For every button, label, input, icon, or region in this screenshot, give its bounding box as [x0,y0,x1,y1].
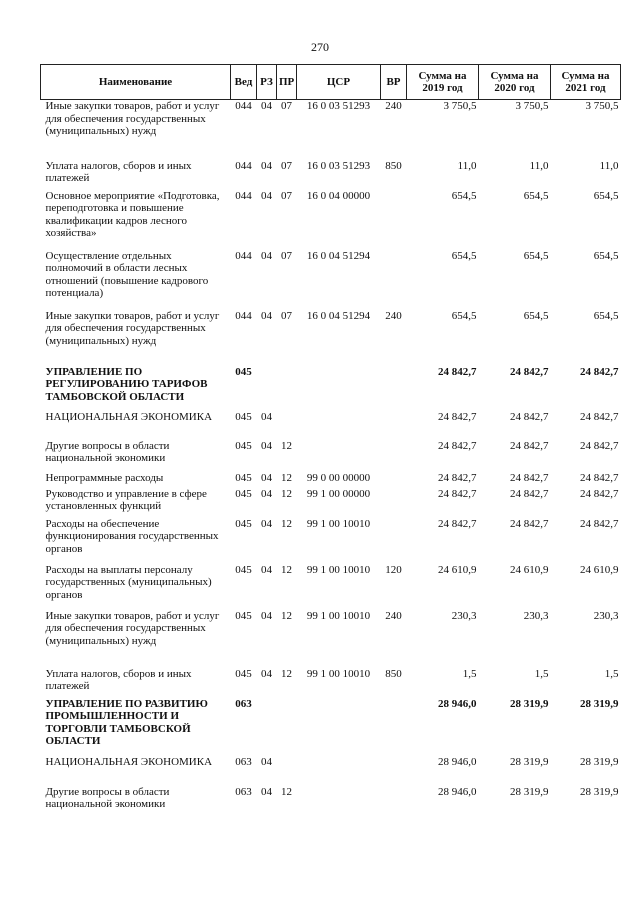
row-sum-2021: 1,5 [604,667,619,680]
row-sum-2020: 654,5 [523,189,549,202]
row-csr: 16 0 03 51293 [306,159,371,172]
row-rz: 04 [261,755,272,768]
table-row [41,100,621,160]
row-rz: 04 [261,249,272,262]
row-sum-2021: 654,5 [593,309,619,322]
row-rz: 04 [261,309,272,322]
row-ved: 045 [235,365,252,378]
row-sum-2019: 24 842,7 [438,365,477,378]
row-vr [381,472,407,488]
row-pr: 12 [281,439,292,452]
row-pr: 12 [281,471,292,484]
row-sum-2020: 24 842,7 [510,487,549,500]
row-csr: 99 1 00 10010 [306,609,371,622]
row-vr: 850 [385,159,402,172]
row-vr [381,488,407,518]
row-sum-2020: 28 319,9 [510,755,549,768]
row-pr: 07 [281,159,292,172]
row-rz: 04 [261,100,272,112]
header-name: Наименование [41,65,231,100]
table-row [41,610,621,668]
row-name: Расходы на выплаты персоналу государственных (муниципальных) органов [45,563,212,601]
row-sum-2019: 24 842,7 [438,439,477,452]
row-rz: 04 [261,410,272,423]
table-row [41,668,621,698]
budget-table [40,64,621,816]
row-vr: 240 [385,309,402,322]
row-pr: 07 [281,249,292,262]
row-ved: 063 [235,755,252,768]
row-ved: 045 [235,471,252,484]
row-csr: 99 1 00 00000 [306,487,371,500]
row-sum-2020: 24 842,7 [510,365,549,378]
row-rz: 04 [261,471,272,484]
row-sum-2021: 24 610,9 [580,563,619,576]
row-name: Другие вопросы в области национальной экономики [45,439,170,464]
table-row [41,366,621,411]
row-vr [381,786,407,816]
row-csr: 16 0 03 51293 [306,100,371,112]
row-pr: 12 [281,517,292,530]
row-sum-2021: 24 842,7 [580,365,619,378]
table-row [41,518,621,564]
row-sum-2019: 24 842,7 [438,471,477,484]
table-row [41,310,621,366]
row-name: Иные закупки товаров, работ и услуг для обеспечения государственных (муниципальных) нужд [45,100,220,137]
row-sum-2019: 3 750,5 [443,100,477,112]
row-vr: 120 [385,563,402,576]
row-pr: 07 [281,100,292,112]
row-vr: 850 [385,667,402,680]
row-sum-2020: 11,0 [529,159,549,172]
row-ved: 045 [235,609,252,622]
header-rz: РЗ [257,65,277,100]
row-sum-2021: 654,5 [593,189,619,202]
row-pr: 07 [281,309,292,322]
row-name: Другие вопросы в области национальной экономики [45,785,170,810]
row-rz: 04 [261,189,272,202]
row-sum-2021: 24 842,7 [580,471,619,484]
row-sum-2020: 1,5 [534,667,549,680]
row-sum-2019: 28 946,0 [438,697,477,710]
row-vr [381,190,407,250]
row-vr [381,698,407,756]
row-ved: 044 [235,100,252,112]
row-pr: 12 [281,609,292,622]
row-ved: 045 [235,563,252,576]
header-ved: Вед [231,65,257,100]
row-vr: 240 [385,609,402,622]
header-vr: ВР [381,65,407,100]
row-rz: 04 [261,785,272,798]
row-sum-2020: 28 319,9 [510,697,549,710]
row-vr [381,366,407,411]
row-sum-2020: 24 610,9 [510,563,549,576]
header-sum-2021: Сумма на 2021 год [551,65,621,100]
row-sum-2019: 24 842,7 [438,410,477,423]
row-sum-2019: 654,5 [451,189,477,202]
row-sum-2019: 28 946,0 [438,785,477,798]
row-pr: 07 [281,189,292,202]
row-sum-2019: 654,5 [451,309,477,322]
row-sum-2020: 28 319,9 [510,785,549,798]
row-pr [277,411,297,440]
table-row [41,440,621,472]
header-pr: ПР [277,65,297,100]
row-sum-2020: 3 750,5 [515,100,549,112]
row-name: Иные закупки товаров, работ и услуг для обеспечения государственных (муниципальных) нужд [45,609,220,647]
row-csr [297,698,381,756]
table-row [41,488,621,518]
header-sum-2019: Сумма на 2019 год [407,65,479,100]
table-row [41,160,621,190]
row-sum-2021: 654,5 [593,249,619,262]
row-pr: 12 [281,785,292,798]
row-sum-2021: 230,3 [593,609,619,622]
row-pr [277,756,297,786]
row-csr [297,366,381,411]
row-rz: 04 [261,487,272,500]
row-name: НАЦИОНАЛЬНАЯ ЭКОНОМИКА [45,410,213,423]
row-sum-2021: 28 319,9 [580,785,619,798]
row-sum-2021: 11,0 [599,159,619,172]
row-csr: 16 0 04 00000 [306,189,371,202]
row-ved: 045 [235,410,252,423]
row-sum-2020: 654,5 [523,309,549,322]
row-sum-2019: 24 842,7 [438,517,477,530]
row-sum-2021: 28 319,9 [580,755,619,768]
page-number: 270 [311,40,329,54]
row-rz [257,698,277,756]
row-vr [381,518,407,564]
row-pr [277,698,297,756]
row-sum-2020: 24 842,7 [510,439,549,452]
row-csr: 99 1 00 10010 [306,667,371,680]
table-row [41,472,621,488]
row-ved: 045 [235,517,252,530]
row-vr [381,440,407,472]
row-rz: 04 [261,563,272,576]
row-csr: 99 1 00 10010 [306,517,371,530]
row-vr [381,411,407,440]
table-row [41,756,621,786]
header-csr: ЦСР [297,65,381,100]
row-csr [297,756,381,786]
header-sum-2020: Сумма на 2020 год [479,65,551,100]
row-csr: 16 0 04 51294 [306,309,371,322]
row-csr: 99 1 00 10010 [306,563,371,576]
row-sum-2019: 230,3 [451,609,477,622]
row-rz: 04 [261,517,272,530]
row-ved: 044 [235,189,252,202]
table-row [41,250,621,310]
row-vr [381,250,407,310]
table-header-row [41,65,621,100]
row-csr: 99 0 00 00000 [306,471,371,484]
row-sum-2021: 24 842,7 [580,410,619,423]
row-sum-2019: 24 842,7 [438,487,477,500]
row-pr: 12 [281,667,292,680]
row-pr: 12 [281,487,292,500]
row-sum-2021: 24 842,7 [580,517,619,530]
row-name: Осуществление отдельных полномочий в области лесных отношений (повышение кадрового потенциала) [45,249,209,299]
row-ved: 044 [235,159,252,172]
row-ved: 045 [235,487,252,500]
row-ved: 045 [235,439,252,452]
row-name: НАЦИОНАЛЬНАЯ ЭКОНОМИКА [45,755,213,768]
row-sum-2020: 24 842,7 [510,517,549,530]
row-ved: 045 [235,667,252,680]
row-vr [381,756,407,786]
row-ved: 063 [235,697,252,710]
row-csr: 16 0 04 51294 [306,249,371,262]
row-name: Руководство и управление в сфере установленных функций [45,487,207,512]
row-name: Расходы на обеспечение функционирования государственных органов [45,517,219,555]
row-sum-2020: 24 842,7 [510,410,549,423]
row-sum-2021: 24 842,7 [580,487,619,500]
row-sum-2021: 28 319,9 [580,697,619,710]
row-csr [297,411,381,440]
row-csr [297,440,381,472]
row-name: Уплата налогов, сборов и иных платежей [45,159,192,184]
row-pr: 12 [281,563,292,576]
row-ved: 063 [235,785,252,798]
row-sum-2021: 24 842,7 [580,439,619,452]
row-sum-2019: 654,5 [451,249,477,262]
row-rz: 04 [261,667,272,680]
row-csr [297,786,381,816]
row-pr [277,366,297,411]
row-name: УПРАВЛЕНИЕ ПО РЕГУЛИРОВАНИЮ ТАРИФОВ ТАМБОВСКОЙ ОБЛАСТИ [45,365,208,403]
row-name: Иные закупки товаров, работ и услуг для обеспечения государственных (муниципальных) нужд [45,309,220,347]
table-row [41,564,621,610]
row-rz [257,366,277,411]
table-row [41,190,621,250]
table-row [41,786,621,816]
row-vr: 240 [385,100,402,112]
row-name: Непрограммные расходы [45,471,164,484]
row-sum-2020: 24 842,7 [510,471,549,484]
row-rz: 04 [261,159,272,172]
row-rz: 04 [261,609,272,622]
row-sum-2021: 3 750,5 [585,100,619,112]
row-sum-2020: 654,5 [523,249,549,262]
row-sum-2020: 230,3 [523,609,549,622]
row-ved: 044 [235,249,252,262]
row-rz: 04 [261,439,272,452]
table-row [41,698,621,756]
row-ved: 044 [235,309,252,322]
row-name: Основное мероприятие «Подготовка, переподготовка и повышение квалификации кадров лесного хозяйства» [45,189,220,239]
row-sum-2019: 28 946,0 [438,755,477,768]
row-sum-2019: 11,0 [457,159,477,172]
row-name: Уплата налогов, сборов и иных платежей [45,667,192,692]
row-sum-2019: 1,5 [462,667,477,680]
row-name: УПРАВЛЕНИЕ ПО РАЗВИТИЮ ПРОМЫШЛЕННОСТИ И ТОРГОВЛИ ТАМБОВСКОЙ ОБЛАСТИ [45,697,208,747]
table-row [41,411,621,440]
row-sum-2019: 24 610,9 [438,563,477,576]
